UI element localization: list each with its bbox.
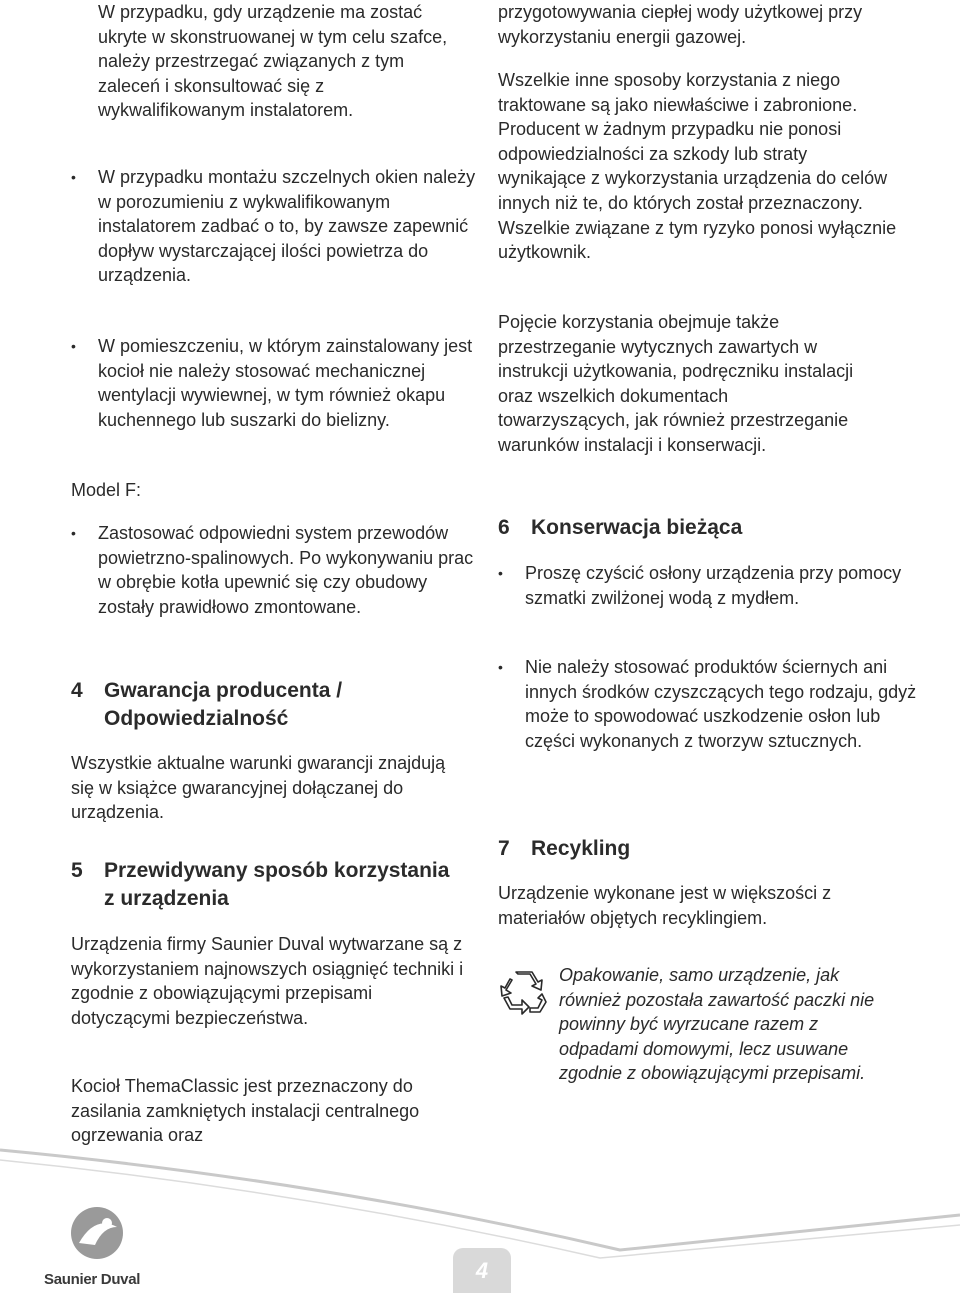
- page-number-tab: [453, 1248, 511, 1293]
- list-item-text: Zastosować odpowiedni system przewodów powietrzno-spalinowych. Po wykonywaniu prac w obrębie kotła upewnić się czy obudowy zostały prawidłowo zmontowane.: [98, 523, 474, 617]
- section-title: Recykling: [531, 837, 631, 860]
- section-title: Przewidywany sposób korzystania z urządzenia: [104, 859, 450, 910]
- saunier-duval-logo-icon: [55, 1205, 165, 1265]
- list-item: [498, 655, 920, 753]
- section-number: 7: [498, 837, 510, 860]
- list-item-text: Nie należy stosować produktów ściernych ani innych środków czyszczących tego rodzaju, gdyż może to spowodować uszkodzenie osłon lub części wykonanych z tworzyw sztucznych.: [525, 657, 917, 751]
- paragraph: Urządzenie wykonane jest w większości z materiałów objętych recyklingiem.: [498, 883, 832, 928]
- bullet-icon: •: [71, 338, 76, 354]
- list-item-text: W przypadku montażu szczelnych okien należy w porozumieniu z wykwalifikowanym instalatorem zadbać o to, by zawsze zapewnić dopływ wystarczającej ilości powietrza do urządzenia.: [98, 167, 476, 286]
- paragraph: przygotowywania ciepłej wody użytkowej przy wykorzystaniu energii gazowej.: [498, 2, 863, 47]
- section-title: Gwarancja producenta / Odpowiedzialność: [104, 679, 343, 730]
- list-item-text: Proszę czyścić osłony urządzenia przy pomocy szmatki zwilżonej wodą z mydłem.: [525, 563, 902, 608]
- section-heading-5: [71, 857, 464, 913]
- list-item: [498, 561, 925, 610]
- list-item: [71, 334, 478, 432]
- page-number: 4: [475, 1258, 489, 1283]
- recycling-note: Opakowanie, samo urządzenie, jak również pozostała zawartość paczki nie powinny być wyrzucane razem z odpadami domowymi, lecz usuwane zgodnie z obowiązującymi przepisami.: [559, 965, 875, 1084]
- list-item-text: W pomieszczeniu, w którym zainstalowany jest kocioł nie należy stosować mechanicznej wentylacji wywiewnej, w tym również okapu kuchennego lub suszarki do bielizny.: [98, 336, 473, 430]
- paragraph: Pojęcie korzystania obejmuje także przestrzeganie wytycznych zawartych w instrukcji użytkowania, podręczniku instalacji oraz wszelkich dokumentach towarzyszących, jak również przestrzeganie warunków instalacji i konserwacji.: [498, 312, 854, 455]
- recycle-icon: [498, 968, 550, 1020]
- paragraph: Urządzenia firmy Saunier Duval wytwarzane są z wykorzystaniem najnowszych osiągnięć techniki i zgodnie z obowiązującymi przepisami dotyczącymi bezpieczeństwa.: [71, 934, 464, 1028]
- bullet-icon: •: [498, 659, 503, 675]
- list-item: [71, 521, 483, 619]
- bullet-icon: •: [498, 565, 503, 581]
- paragraph: Kocioł ThemaClassic jest przeznaczony do zasilania zamkniętych instalacji centralnego ogrzewania oraz: [71, 1076, 420, 1146]
- section-heading-7: [498, 835, 931, 863]
- paragraph: W przypadku, gdy urządzenie ma zostać ukryte w skonstruowanej w tym celu szafce, należy przestrzegać związanych z tym zaleceń i skonsultować się z wykwalifikowanym instalatorem.: [98, 2, 448, 121]
- section-heading-6: [498, 514, 931, 542]
- paragraph: Wszelkie inne sposoby korzystania z niego traktowane są jako niewłaściwe i zabronione. Producent w żadnym przypadku nie ponosi odpowiedzialności za szkody lub straty wynikające z wykorzystania urządzenia do celów innych niż te, do których został przeznaczony. Wszelkie związane z tym ryzyko ponosi wyłącznie użytkownik.: [498, 70, 897, 263]
- section-number: 4: [71, 679, 83, 702]
- bullet-icon: •: [71, 169, 76, 185]
- section-title: Konserwacja bieżąca: [531, 516, 743, 539]
- brand-name: Saunier Duval: [44, 1271, 141, 1288]
- bullet-icon: •: [71, 525, 76, 541]
- section-heading-4: [71, 677, 464, 733]
- list-item: [71, 165, 478, 288]
- paragraph: Wszystkie aktualne warunki gwarancji znajdują się w książce gwarancyjnej dołączanej do urządzenia.: [71, 753, 446, 823]
- section-number: 6: [498, 516, 510, 539]
- section-number: 5: [71, 859, 83, 882]
- model-label: Model F:: [71, 480, 142, 500]
